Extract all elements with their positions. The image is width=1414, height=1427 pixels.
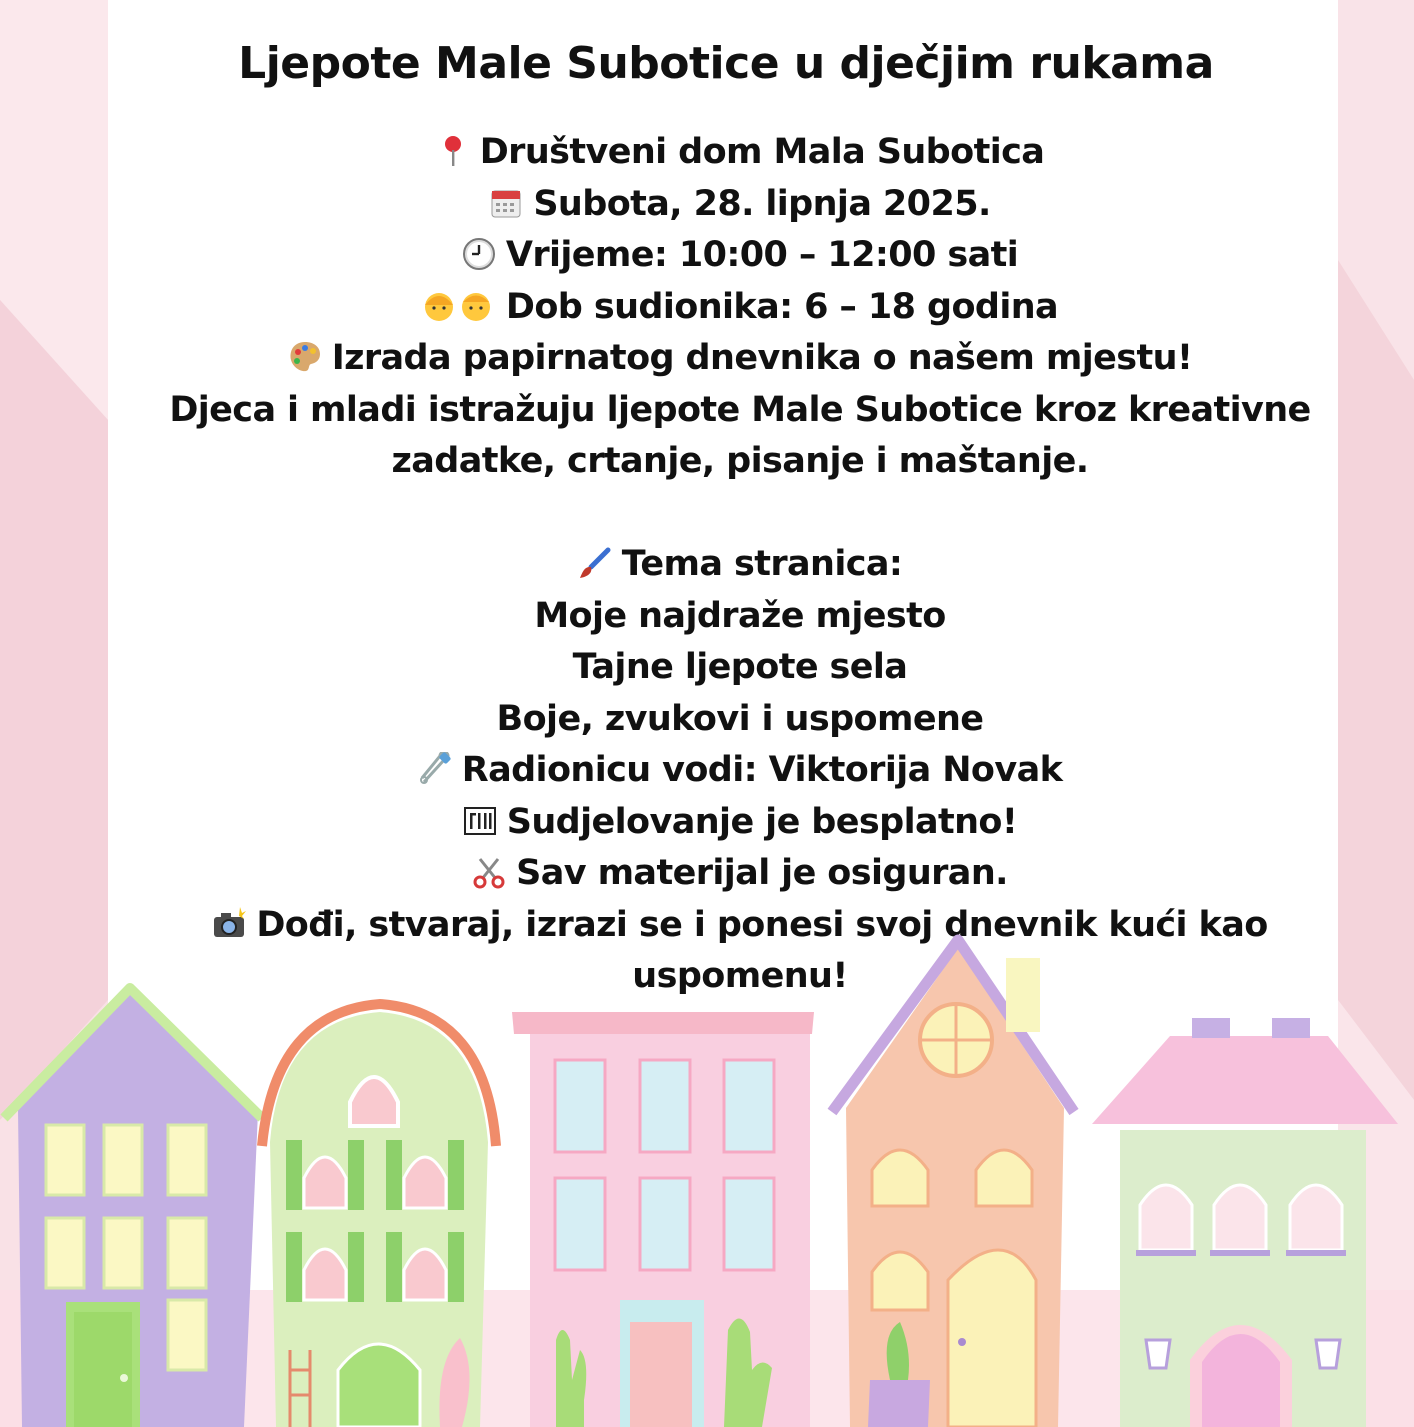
date-line: Subota, 28. lipnja 2025. <box>120 179 1360 231</box>
leader-line: Radionicu vodi: Viktorija Novak <box>120 745 1360 797</box>
page-title: Ljepote Male Subotice u dječjim rukama <box>238 38 1214 89</box>
materials-line: Sav materijal je osiguran. <box>120 848 1360 900</box>
activity-line: Izrada papirnatog dnevnika o našem mjestu! <box>120 333 1360 385</box>
topic-2: Tajne ljepote sela <box>572 647 908 687</box>
age-line: Dob sudionika: 6 – 18 godina <box>120 282 1360 334</box>
description-line-2: zadatke, crtanje, pisanje i maštanje. <box>391 441 1089 481</box>
closing-line-2: uspomenu! <box>632 956 848 996</box>
time-line: Vrijeme: 10:00 – 12:00 sati <box>120 230 1360 282</box>
topic-3: Boje, zvukovi i uspomene <box>496 698 984 739</box>
description-line-1: Djeca i mladi istražuju ljepote Male Subotice kroz kreativne <box>169 389 1311 430</box>
orange-house <box>832 940 1074 1427</box>
mint-house <box>1092 1018 1398 1427</box>
pink-building <box>512 1012 814 1427</box>
closing-line-1: Dođi, stvaraj, izrazi se i ponesi svoj dnevnik kući kao <box>120 900 1360 952</box>
topic-1: Moje najdraže mjesto <box>534 595 946 636</box>
location-line: Društveni dom Mala Subotica <box>120 127 1360 179</box>
free-line: Sudjelovanje je besplatno! <box>120 797 1360 849</box>
topics-heading: Tema stranica: <box>120 539 1360 591</box>
purple-house <box>4 988 262 1427</box>
green-house <box>262 1004 496 1427</box>
